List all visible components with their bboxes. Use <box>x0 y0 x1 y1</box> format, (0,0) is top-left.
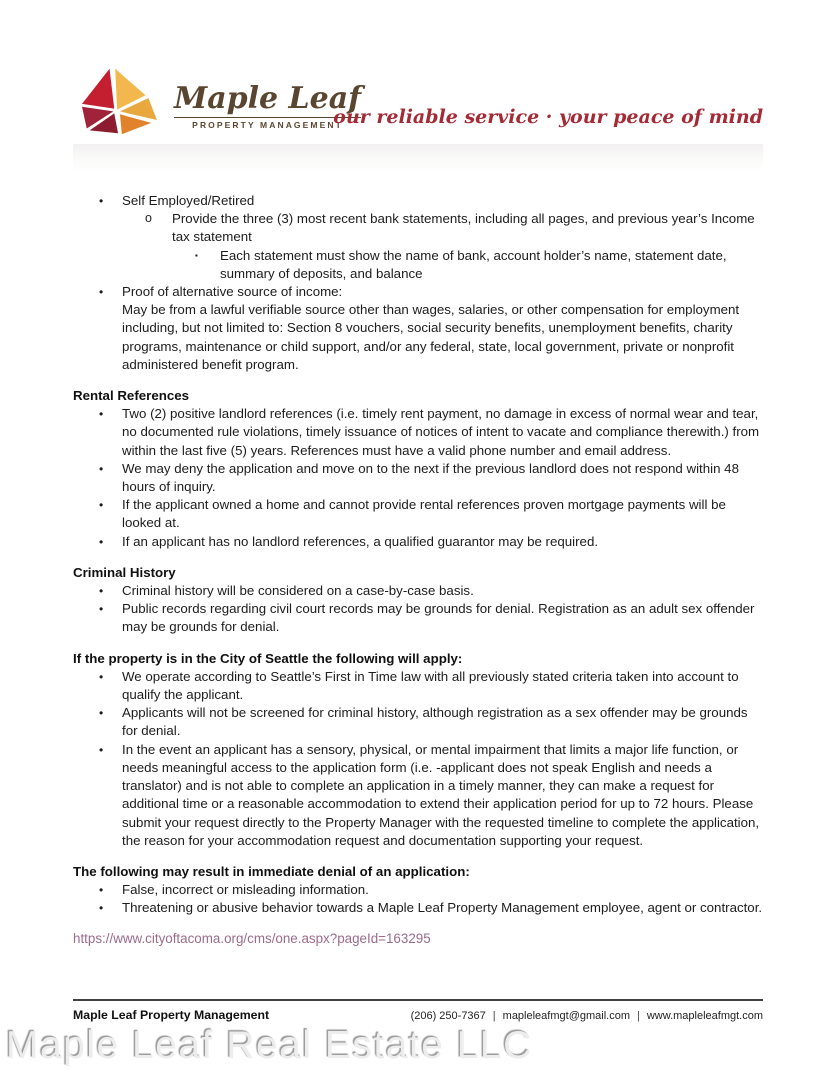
list-item-text: If an applicant has no landlord references, a qualified guarantor may be required. <box>122 533 599 549</box>
bullet-disc-icon: • <box>99 706 104 721</box>
list-item-text: In the event an applicant has a sensory, physical, or mental impairment that limits a major life function, or needs meaningful access to the application form (i.e. -applicant does not speak English and needs a translator) and is not able to complete an application in a timely manner, they can make a request for additional time or a reasonable accommodation to extend their application period for up to 72 hours. Please submit your request directly to the Property Manager with the requested timeline to complete the application, the reason for your accommodation request and documentation supporting your request. <box>122 741 760 848</box>
document-body <box>73 192 763 948</box>
footer-contact-info <box>411 1010 763 1022</box>
list-item <box>73 496 763 532</box>
bullet-disc-icon: • <box>99 584 104 599</box>
bullet-disc-icon: • <box>99 534 104 549</box>
list-item <box>73 283 763 301</box>
list-item <box>73 881 763 899</box>
bullet-circle-icon: o <box>145 211 152 226</box>
bullet-square-icon: ▪ <box>195 250 198 260</box>
tacoma-screening-link[interactable]: https://www.cityoftacoma.org/cms/one.aspx?pageId=163295 <box>73 930 431 946</box>
list-item-text: We may deny the application and move on to the next if the previous landlord does not respond within 48 hours of inquiry. <box>122 460 739 495</box>
section-heading-seattle: If the property is in the City of Seattle the following will apply: <box>73 650 463 666</box>
list-item-text: Two (2) positive landlord references (i.e. timely rent payment, no damage in excess of normal wear and tear, no documented rule violations, timely issuance of notices of intent to vacate and compliance therewith.) from within the last five (5) years. References must have a valid phone number and email address. <box>122 406 760 458</box>
bullet-disc-icon: • <box>99 742 104 757</box>
list-item <box>73 899 763 917</box>
list-item-text: Proof of alternative source of income: <box>122 284 343 300</box>
list-item-text: Public records regarding civil court records may be grounds for denial. Registration as an adult sex offender may be grounds for denial. <box>122 601 755 635</box>
list-item <box>73 247 763 283</box>
bullet-disc-icon: • <box>99 602 104 617</box>
list-item <box>73 668 763 704</box>
brand-name: Maple Leaf <box>174 81 362 116</box>
footer-separator: | <box>492 1010 496 1022</box>
header-divider-band <box>73 144 763 170</box>
footer <box>73 999 763 1022</box>
brand-subtitle: PROPERTY MANAGEMENT <box>174 117 361 130</box>
bullet-disc-icon: • <box>99 883 104 898</box>
bullet-disc-icon: • <box>99 498 104 513</box>
bullet-disc-icon: • <box>99 669 104 684</box>
watermark-text: Maple Leaf Real Estate LLC <box>6 1024 533 1067</box>
list-item-text: Each statement must show the name of bank, account holder’s name, statement date, summary of deposits, and balance <box>220 247 727 281</box>
list-item-text: False, incorrect or misleading information. <box>122 882 369 898</box>
list-item <box>73 704 763 740</box>
list-item <box>73 210 763 246</box>
footer-separator: | <box>636 1010 640 1022</box>
footer-email: mapleleafmgt@gmail.com <box>502 1010 630 1022</box>
list-item <box>73 192 763 210</box>
bullet-disc-icon: • <box>99 407 104 422</box>
list-item <box>73 600 763 636</box>
bullet-disc-icon: • <box>99 901 104 916</box>
section-heading-rental-references: Rental References <box>73 388 190 404</box>
list-item-text: If the applicant owned a home and cannot provide rental references proven mortgage payments will be looked at. <box>122 497 726 531</box>
list-item-text: We operate according to Seattle’s First in Time law with all previously stated criteria taken into account to qualify the applicant. <box>122 668 739 703</box>
maple-leaf-house-icon <box>74 64 164 138</box>
section-heading-criminal-history: Criminal History <box>73 564 176 580</box>
bullet-disc-icon: • <box>99 285 104 300</box>
list-item-continuation: May be from a lawful verifiable source other than wages, salaries, or other compensation for employment including, but not limited to: Section 8 vouchers, social security benefits, unemployment benefits, charity programs, maintenance or child support, and/or any federal, state, local government, private or nonprofit administered benefit program. <box>122 302 740 372</box>
footer-website: www.mapleleafmgt.com <box>646 1010 763 1022</box>
list-item-text: Threatening or abusive behavior towards a Maple Leaf Property Management employee, agent or contractor. <box>122 900 763 916</box>
bullet-disc-icon: • <box>99 461 104 476</box>
footer-company-name: Maple Leaf Property Management <box>73 1008 270 1022</box>
section-heading-immediate-denial: The following may result in immediate denial of an application: <box>73 863 470 879</box>
list-item <box>73 460 763 496</box>
list-item <box>73 582 763 600</box>
company-tagline: our reliable service · your peace of mind <box>333 106 763 128</box>
list-item <box>73 741 763 850</box>
list-item-text: Applicants will not be screened for criminal history, although registration as a sex offender may be grounds for denial. <box>122 705 748 739</box>
bullet-disc-icon: • <box>99 194 104 208</box>
list-item-text: Provide the three (3) most recent bank statements, including all pages, and previous year’s Income tax statement <box>172 211 755 245</box>
company-logo <box>74 64 361 138</box>
list-item <box>73 533 763 551</box>
footer-phone: (206) 250-7367 <box>410 1010 486 1022</box>
list-item-text: Self Employed/Retired <box>122 193 255 208</box>
list-item-text: Criminal history will be considered on a case-by-case basis. <box>122 583 474 599</box>
list-item <box>73 405 763 460</box>
